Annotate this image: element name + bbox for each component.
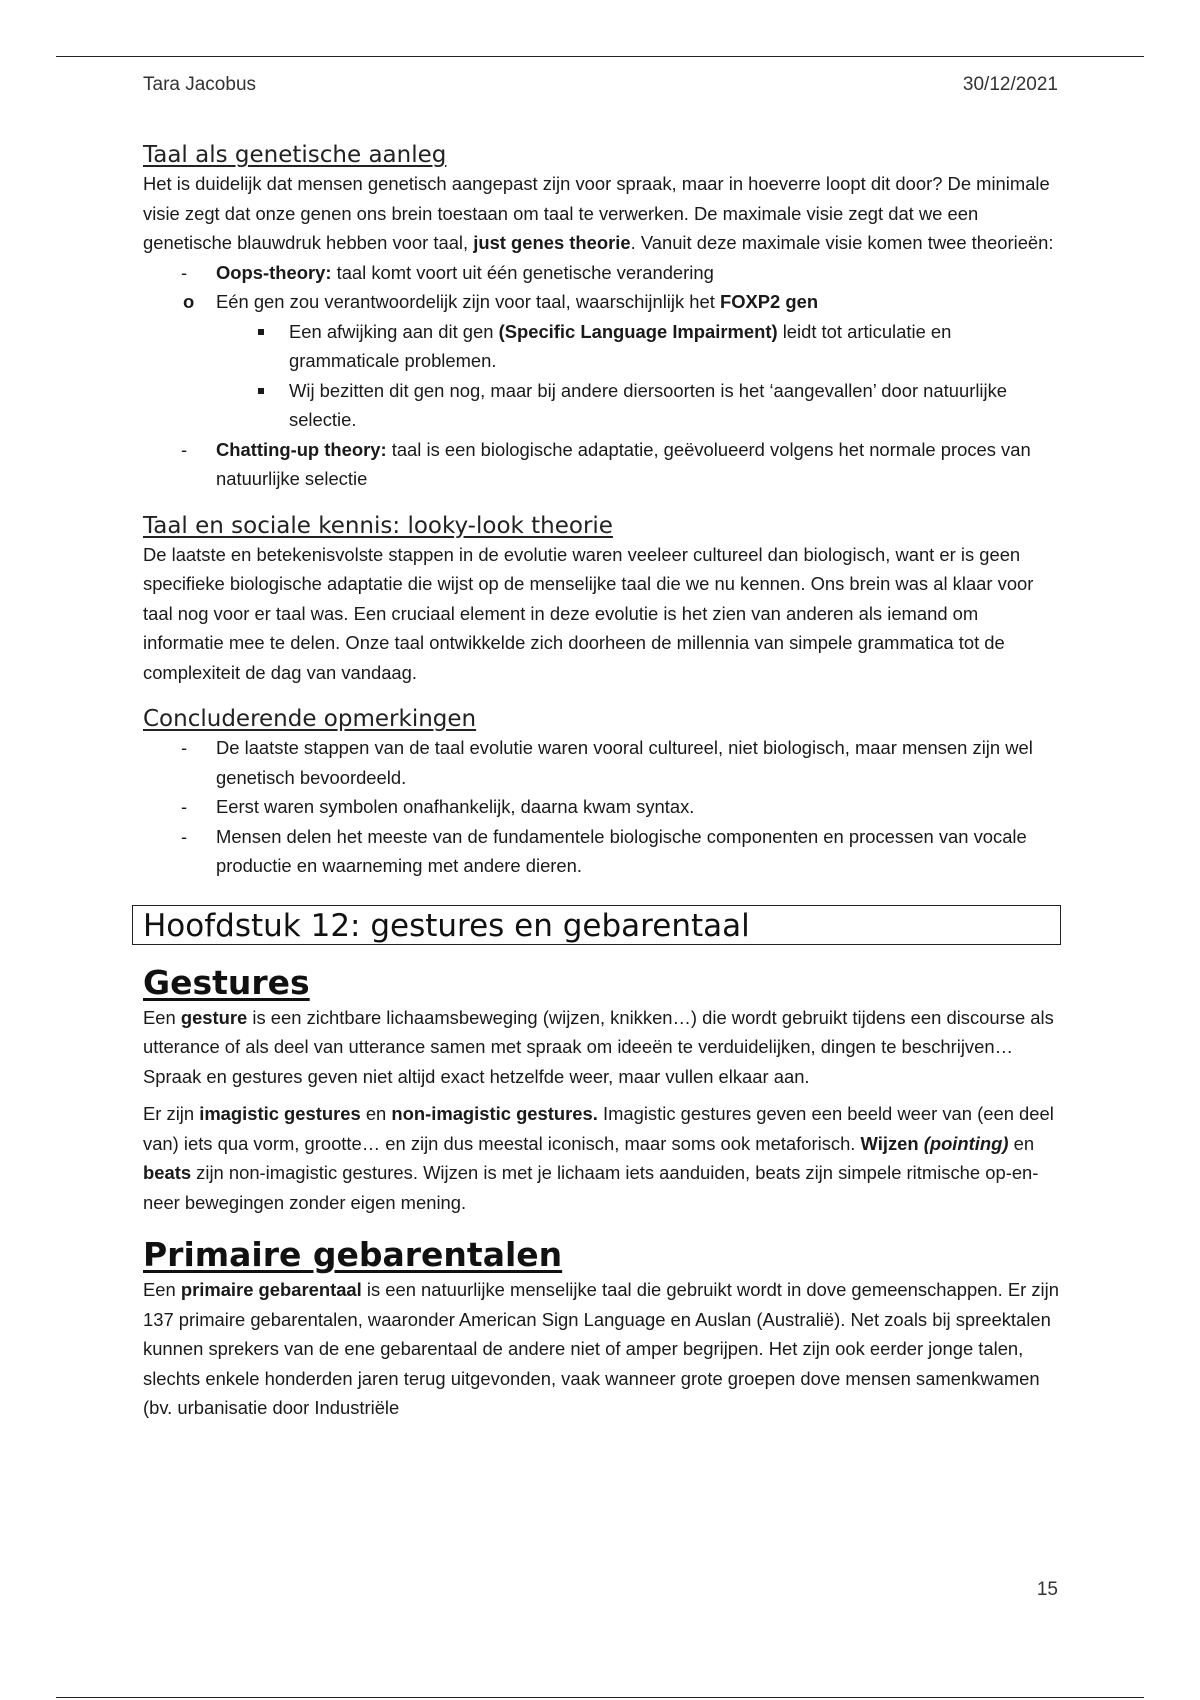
list-item-foxp2: o Eén gen zou verantwoordelijk zijn voor taal, waarschijnlijk het FOXP2 gen Een afwijking aan dit gen (Specific Language Impairment) leidt tot articulatie en grammaticale problemen. Wij bezitten dit gen nog, maar bij andere diersoorten is het ‘aangevallen’ door natuurlijke selectie.	[143, 287, 1063, 435]
paragraph-gesture-types: Er zijn imagistic gestures en non-imagistic gestures. Imagistic gestures geven een beeld weer van (een deel van) iets qua vorm, grootte… en zijn dus meestal iconisch, maar soms ook metaforisch. Wijzen (pointing) en beats zijn non-imagistic gestures. Wijzen is met je lichaam iets aanduiden, beats zijn simpele ritmische op-en-neer bewegingen zonder eigen mening.	[143, 1103, 1054, 1213]
list-item-chatting-up-theory: - Chatting-up theory: taal is een biologische adaptatie, geëvolueerd volgens het normale proces van natuurlijke selectie	[143, 435, 1063, 494]
section-title-genetische-aanleg: Taal als genetische aanleg	[143, 142, 447, 168]
foxp2-sublist	[143, 317, 1063, 435]
list-item-oops-theory: - Oops-theory: taal komt voort uit één genetische verandering o Eén gen zou verantwoordelijk zijn voor taal, waarschijnlijk het FOXP2 gen Een afwijking aan dit gen (Specific Language Impairment) leidt tot articulatie en grammaticale problemen. Wij bezitten dit gen nog, maar bij andere diersoorten is het ‘aangevallen’ door natuurlijke selectie.	[143, 258, 1063, 435]
theories-list	[143, 258, 1063, 494]
list-item-sli: Een afwijking aan dit gen (Specific Language Impairment) leidt tot articulatie en grammaticale problemen.	[216, 317, 1063, 376]
list-item: - De laatste stappen van de taal evolutie waren vooral cultureel, niet biologisch, maar mensen zijn wel genetisch bevoordeeld.	[143, 733, 1063, 792]
chapter-title-box: Hoofdstuk 12: gestures en gebarentaal	[132, 905, 1061, 945]
section-title-looky-look: Taal en sociale kennis: looky-look theorie	[143, 512, 613, 539]
header-author: Tara Jacobus	[143, 74, 257, 95]
conclusions-list	[143, 733, 1063, 881]
paragraph-looky-look: De laatste en betekenisvolste stappen in de evolutie waren veeleer cultureel dan biologisch, want er is geen specifieke biologische adaptatie die wijst op de menselijke taal die we nu kennen. Ons brein was al klaar voor taal nog voor er taal was. Een cruciaal element in deze evolutie is het zien van anderen als iemand om informatie mee te delen. Onze taal ontwikkelde zich doorheen de millennia van simpele grammatica tot de complexiteit de dag van vandaag.	[143, 543, 1034, 683]
section-title-concluderende: Concluderende opmerkingen	[143, 706, 477, 732]
paragraph-genetische-aanleg: Het is duidelijk dat mensen genetisch aangepast zijn voor spraak, maar in hoeverre loopt dit door? De minimale visie zegt dat onze genen ons brein toestaan om taal te verwerken. De maximale visie zegt dat we een genetische blauwdruk hebben voor taal, just genes theorie. Vanuit deze maximale visie komen twee theorieën:	[143, 173, 1054, 253]
list-item: - Eerst waren symbolen onafhankelijk, daarna kwam syntax.	[143, 792, 1063, 822]
list-item-natuurlijke-selectie: Wij bezitten dit gen nog, maar bij andere diersoorten is het ‘aangevallen’ door natuurlijke selectie.	[216, 376, 1063, 435]
page-content	[143, 141, 1063, 1423]
list-item: - Mensen delen het meeste van de fundamentele biologische componenten en processen van vocale productie en waarneming met andere dieren.	[143, 822, 1063, 881]
paragraph-gesture-definition: Een gesture is een zichtbare lichaamsbeweging (wijzen, knikken…) die wordt gebruikt tijdens een discourse als utterance of als deel van utterance samen met spraak om ideeën te verduidelijken, dingen te beschrijven… Spraak en gestures geven niet altijd exact hetzelfde weer, maar vullen elkaar aan.	[143, 1006, 1054, 1087]
page-number: 15	[1036, 1579, 1058, 1600]
footer-rule	[56, 1697, 1144, 1698]
heading-gestures: Gestures	[143, 962, 310, 1002]
paragraph-primaire-gebarentaal: Een primaire gebarentaal is een natuurlijke menselijke taal die gebruikt wordt in dove gemeenschappen. Er zijn 137 primaire gebarentalen, waaronder American Sign Language en Auslan (Australië). Net zoals bij spreektalen kunnen sprekers van de ene gebarentaal de andere niet of amper begrijpen. Het zijn ook eerder jonge talen, slechts enkele honderden jaren terug uitgevonden, vaak wanneer grote groepen dove mensen samenkwamen (bv. urbanisatie door Industriële	[143, 1279, 1059, 1418]
header-date: 30/12/2021	[962, 74, 1058, 95]
header-rule	[56, 56, 1144, 57]
oops-sublist	[143, 287, 1063, 435]
heading-primaire-gebarentalen: Primaire gebarentalen	[143, 1235, 563, 1274]
